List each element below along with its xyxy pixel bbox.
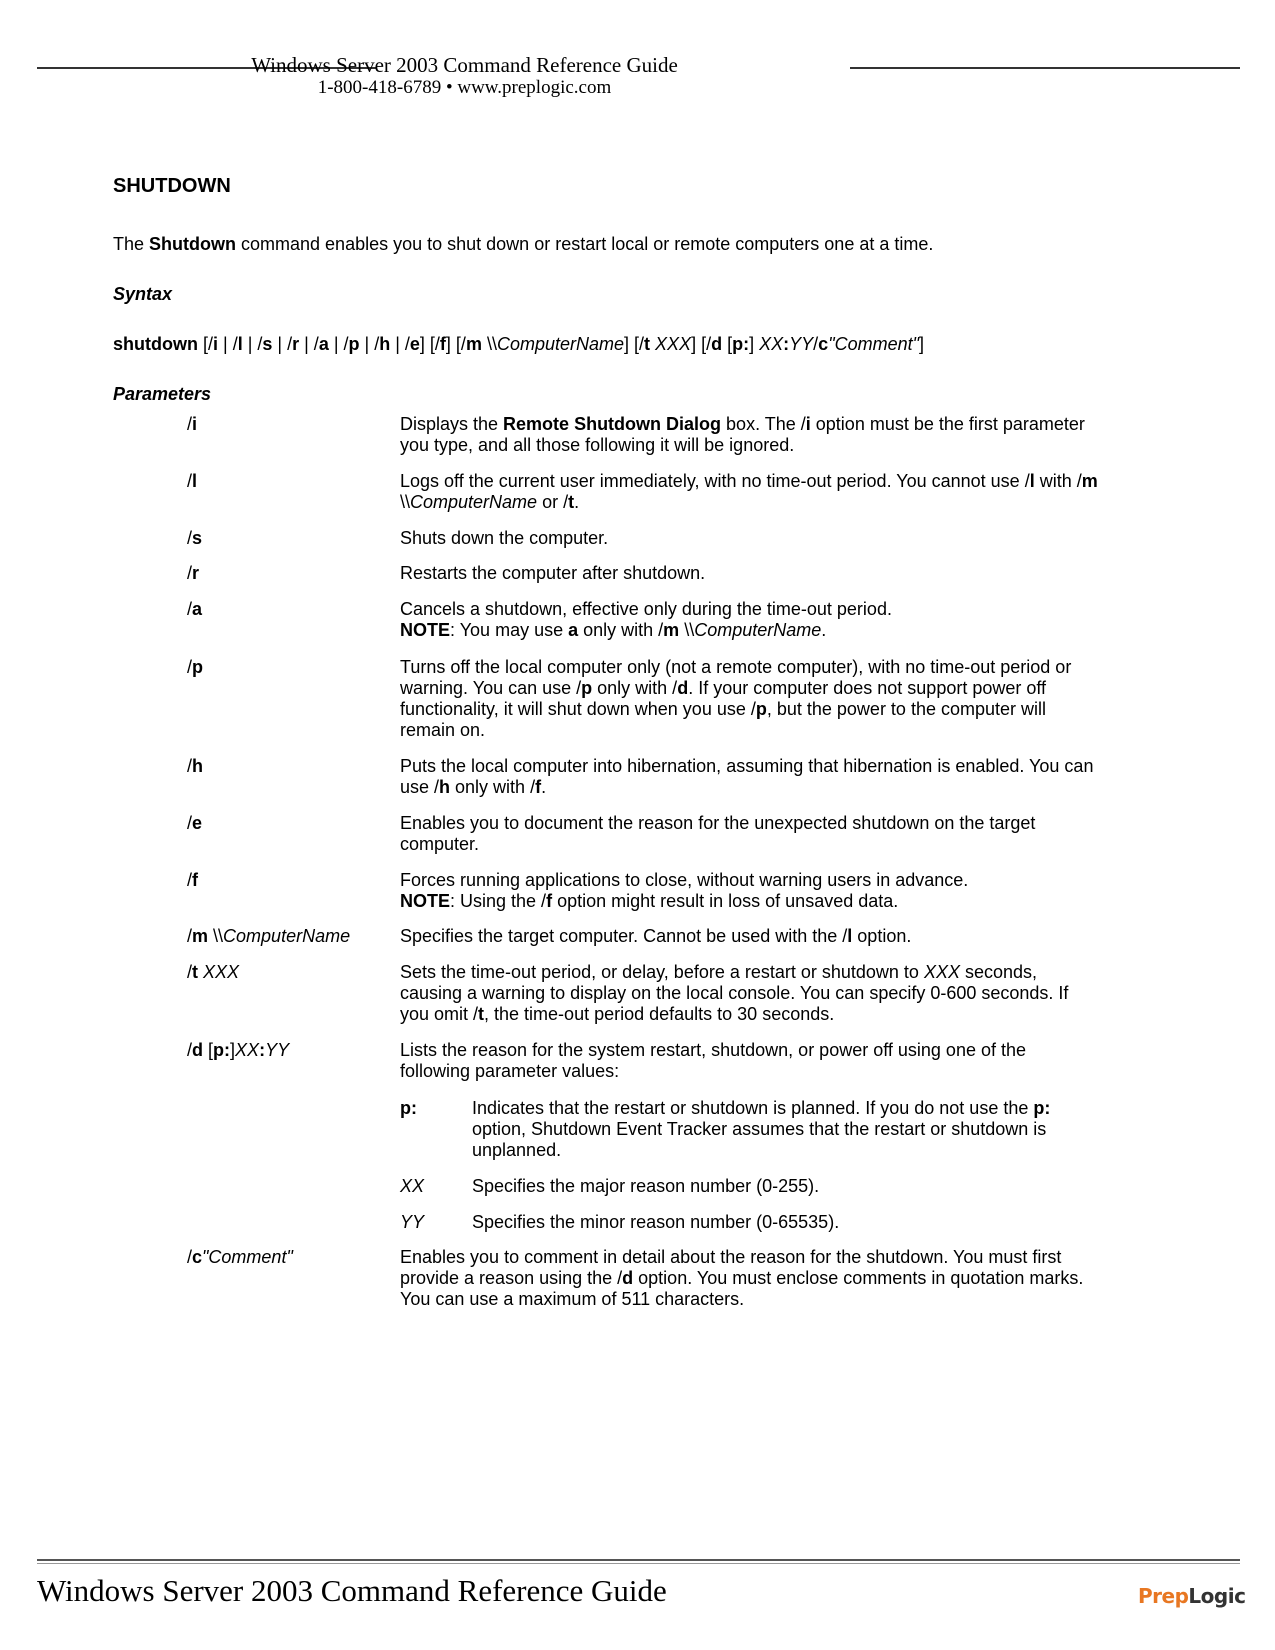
text-segment: | /	[218, 334, 238, 354]
parameter-name	[187, 813, 397, 834]
text-segment: [	[722, 334, 733, 354]
text-segment: d	[622, 1268, 634, 1288]
parameter-name	[187, 657, 397, 678]
text-segment: h	[379, 334, 391, 354]
text-segment: Forces running applications to close, without warning users in advance.	[400, 870, 969, 890]
text-segment: \\	[208, 926, 224, 946]
header-rule-right	[850, 67, 1240, 69]
syntax-line	[113, 334, 924, 355]
text-segment: box. The /	[721, 414, 806, 434]
text-segment: XX	[235, 1040, 260, 1060]
text-segment: p:	[732, 334, 750, 354]
logo-prep: Prep	[1138, 1584, 1189, 1608]
text-segment: ComputerName	[410, 492, 538, 512]
text-segment: ] [/	[419, 334, 440, 354]
text-segment: p:	[1033, 1098, 1051, 1118]
parameter-name	[187, 756, 397, 777]
text-segment: i	[192, 414, 198, 434]
syntax-heading: Syntax	[113, 284, 173, 304]
text-segment: Specifies the minor reason number (0-65535).	[472, 1212, 840, 1232]
text-segment: Puts the local computer into hibernation, assuming that hibernation is enabled. You can use /	[400, 756, 1094, 797]
text-segment: t	[568, 492, 575, 512]
text-segment: with /	[1034, 471, 1082, 491]
text-segment: t	[192, 962, 199, 982]
text-segment: /	[187, 414, 193, 434]
reason-value-key	[400, 1176, 424, 1197]
text-segment: r	[192, 563, 200, 583]
text-segment: .	[821, 620, 827, 640]
text-segment: only with /	[450, 777, 536, 797]
preplogic-logo	[1138, 1584, 1245, 1608]
text-segment: m	[663, 620, 680, 640]
text-segment: [/	[197, 334, 213, 354]
text-segment: or /	[537, 492, 569, 512]
text-segment: Turns off the local computer only (not a remote computer), with no time-out period or warning. You can use /	[400, 657, 1072, 698]
text-segment: ]	[230, 1040, 236, 1060]
text-segment: [	[203, 1040, 214, 1060]
text-segment: ] [/	[691, 334, 712, 354]
text-segment: r	[292, 334, 300, 354]
parameter-name	[187, 414, 397, 435]
text-segment: l	[847, 926, 853, 946]
text-segment: , but the power to the computer will remain on.	[400, 699, 1046, 740]
text-segment: Cancels a shutdown, effective only during the time-out period.	[400, 599, 892, 619]
text-segment: option must be the first parameter you type, and all those following it will be ignored.	[400, 414, 1085, 455]
text-segment: XX	[400, 1176, 425, 1196]
text-segment: option.	[852, 926, 912, 946]
text-segment: h	[439, 777, 451, 797]
parameter-description	[400, 962, 1100, 1025]
parameter-name	[187, 962, 397, 983]
text-segment: ] [/	[624, 334, 645, 354]
text-segment: t	[478, 1004, 485, 1024]
parameter-name	[187, 471, 397, 492]
text-segment: e	[409, 334, 420, 354]
text-segment: /	[187, 1040, 193, 1060]
text-segment: p	[192, 657, 204, 677]
text-segment: option, Shutdown Event Tracker assumes that the restart or shutdown is unplanned.	[472, 1119, 1047, 1160]
text-segment: "Comment"	[202, 1247, 293, 1267]
text-segment: ] [/	[445, 334, 466, 354]
text-segment: l	[1029, 471, 1035, 491]
text-segment: p:	[213, 1040, 231, 1060]
parameter-name	[187, 926, 397, 947]
parameter-description	[400, 926, 1100, 947]
parameter-name	[187, 1247, 397, 1268]
footer-rule-thin	[37, 1563, 1240, 1564]
text-segment: only with /	[578, 620, 664, 640]
parameter-description	[400, 414, 1100, 456]
text-segment: seconds, causing a warning to display on the local console. You can specify 0-600 seconds. If you omit /	[400, 962, 1069, 1024]
reason-value-description	[472, 1176, 1092, 1197]
header-contact: 1-800-418-6789 • www.preplogic.com	[317, 77, 612, 98]
reason-value-key	[400, 1098, 417, 1119]
parameter-name	[187, 1040, 397, 1061]
text-segment: a	[568, 620, 579, 640]
text-segment: i	[805, 414, 811, 434]
text-segment: Logs off the current user immediately, with no time-out period. You cannot use /	[400, 471, 1030, 491]
text-segment: ComputerName	[223, 926, 351, 946]
text-segment: Enables you to document the reason for the unexpected shutdown on the target computer.	[400, 813, 1036, 854]
text-segment: f	[535, 777, 542, 797]
parameter-description	[400, 1247, 1100, 1310]
text-segment: Specifies the major reason number (0-255).	[472, 1176, 820, 1196]
text-segment: | /	[299, 334, 319, 354]
parameter-description	[400, 1040, 1100, 1082]
text-segment: e	[192, 813, 203, 833]
text-segment: Shuts down the computer.	[400, 528, 609, 548]
text-segment: a	[318, 334, 329, 354]
parameter-name	[187, 599, 397, 620]
text-segment: YY	[265, 1040, 290, 1060]
text-segment: \\	[400, 492, 411, 512]
text-segment: NOTE	[400, 620, 451, 640]
text-segment: | /	[328, 334, 349, 354]
text-segment: | /	[390, 334, 410, 354]
text-segment: /	[187, 813, 193, 833]
text-segment: ComputerName	[496, 334, 625, 354]
header-title: Windows Server 2003 Command Reference Guide	[251, 53, 678, 77]
text-segment: m	[465, 334, 482, 354]
text-segment: p	[348, 334, 360, 354]
text-segment: XXX	[203, 962, 240, 982]
text-segment: : Using the /	[450, 891, 547, 911]
text-segment: m	[1081, 471, 1098, 491]
parameters-heading: Parameters	[113, 384, 212, 404]
text-segment: p	[755, 699, 767, 719]
text-segment: /	[813, 334, 819, 354]
parameter-description	[400, 528, 1100, 549]
text-segment: m	[192, 926, 209, 946]
text-segment: :	[783, 334, 790, 354]
parameter-description	[400, 599, 1100, 641]
text-segment: c	[192, 1247, 203, 1267]
text-segment: /	[187, 756, 193, 776]
text-segment: YY	[789, 334, 814, 354]
text-segment: t	[644, 334, 651, 354]
text-segment: /	[187, 471, 193, 491]
text-segment: c	[818, 334, 829, 354]
text-segment: /	[187, 1247, 193, 1267]
text-segment: /	[187, 657, 193, 677]
footer-title: Windows Server 2003 Command Reference Guide	[37, 1573, 667, 1608]
text-segment: Indicates that the restart or shutdown is planned. If you do not use the	[472, 1098, 1034, 1118]
text-segment: \\	[481, 334, 497, 354]
reason-value-key	[400, 1212, 424, 1233]
text-segment: p	[581, 678, 593, 698]
text-segment: l	[237, 334, 243, 354]
text-segment: Enables you to comment in detail about the reason for the shutdown. You must first provide a reason using the /	[400, 1247, 1062, 1288]
parameter-name	[187, 870, 397, 891]
text-segment: /	[187, 563, 193, 583]
text-segment: XXX	[655, 334, 692, 354]
intro-pre: The	[113, 234, 150, 254]
text-segment: a	[192, 599, 203, 619]
text-segment: NOTE	[400, 891, 451, 911]
text-segment: \\	[679, 620, 695, 640]
text-segment: Remote Shutdown Dialog	[503, 414, 722, 434]
intro-bold: Shutdown	[149, 234, 237, 254]
text-segment: | /	[359, 334, 380, 354]
text-segment: only with /	[592, 678, 678, 698]
text-segment: Restarts the computer after shutdown.	[400, 563, 706, 583]
page-header	[37, 52, 1240, 102]
text-segment: l	[192, 471, 198, 491]
reason-value-description	[472, 1098, 1092, 1161]
text-segment: Displays the	[400, 414, 504, 434]
text-segment: , the time-out period defaults to 30 seconds.	[484, 1004, 835, 1024]
text-segment: XXX	[923, 962, 960, 982]
text-segment: Specifies the target computer. Cannot be used with the /	[400, 926, 848, 946]
text-segment: s	[192, 528, 203, 548]
parameter-name	[187, 528, 397, 549]
section-title: SHUTDOWN	[113, 175, 231, 197]
text-segment: | /	[272, 334, 293, 354]
text-segment: /	[187, 962, 193, 982]
text-segment: d	[192, 1040, 204, 1060]
intro-paragraph	[113, 234, 933, 255]
text-segment: /	[187, 599, 193, 619]
text-segment: f	[439, 334, 446, 354]
text-segment: | /	[242, 334, 263, 354]
text-segment: Sets the time-out period, or delay, before a restart or shutdown to	[400, 962, 924, 982]
parameter-description	[400, 471, 1100, 513]
text-segment: d	[677, 678, 689, 698]
parameter-description	[400, 813, 1100, 855]
text-segment: .	[574, 492, 580, 512]
text-segment: ]	[919, 334, 925, 354]
logo-logic: Logic	[1188, 1584, 1246, 1608]
text-segment: :	[259, 1040, 266, 1060]
text-segment: option. You must enclose comments in quotation marks. You can use a maximum of 511 characters.	[400, 1268, 1084, 1309]
text-segment: h	[192, 756, 204, 776]
text-segment: /	[187, 870, 193, 890]
parameter-name	[187, 563, 397, 584]
text-segment: d	[711, 334, 723, 354]
text-segment: .	[541, 777, 547, 797]
text-segment: p:	[400, 1098, 417, 1118]
text-segment: ComputerName	[694, 620, 822, 640]
text-segment: shutdown	[113, 334, 198, 354]
reason-value-description	[472, 1212, 1092, 1233]
text-segment: s	[262, 334, 273, 354]
text-segment: i	[213, 334, 219, 354]
text-segment: /	[187, 528, 193, 548]
footer-rule	[37, 1559, 1240, 1561]
text-segment: : You may use	[450, 620, 569, 640]
text-segment: "Comment"	[828, 334, 919, 354]
text-segment: Lists the reason for the system restart, shutdown, or power off using one of the following parameter values:	[400, 1040, 1027, 1081]
text-segment: . If your computer does not support power off functionality, it will shut down when you use /	[400, 678, 1047, 719]
text-segment: YY	[400, 1212, 425, 1232]
parameter-description	[400, 756, 1100, 798]
intro-post: command enables you to shut down or restart local or remote computers one at a time.	[236, 234, 934, 254]
parameter-description	[400, 657, 1100, 741]
text-segment: XX	[759, 334, 784, 354]
text-segment: option might result in loss of unsaved data.	[552, 891, 899, 911]
parameter-description	[400, 870, 1100, 912]
text-segment: f	[192, 870, 199, 890]
text-segment: f	[546, 891, 553, 911]
parameter-description	[400, 563, 1100, 584]
text-segment: /	[187, 926, 193, 946]
text-segment: ]	[749, 334, 760, 354]
